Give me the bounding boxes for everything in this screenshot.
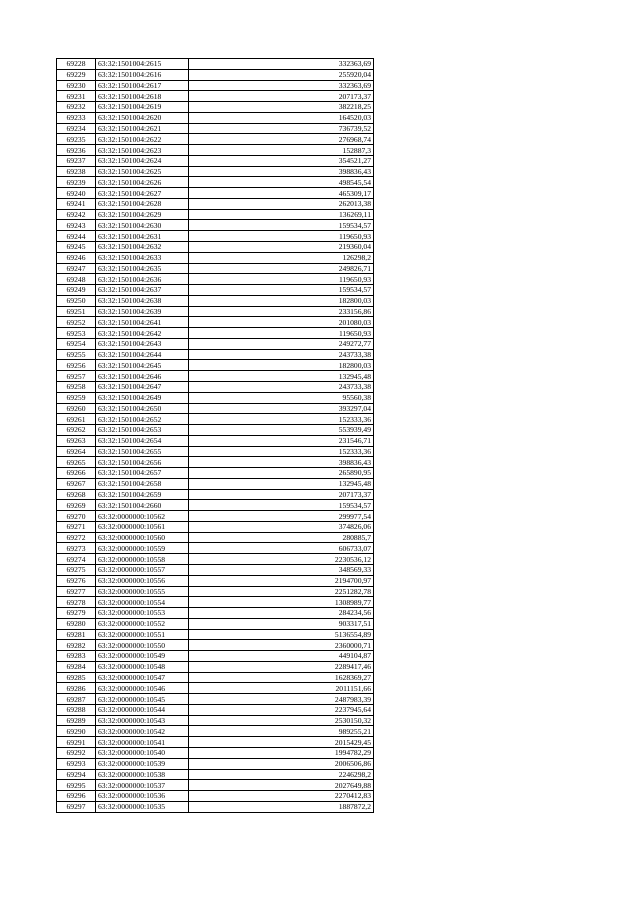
value-cell: 398836,43 [189, 457, 374, 468]
value-cell: 398836,43 [189, 166, 374, 177]
cadastral-number-cell: 63:32:1501004:2650 [96, 403, 189, 414]
value-cell: 553939,49 [189, 425, 374, 436]
row-number-cell: 69250 [57, 295, 96, 306]
value-cell: 243733,38 [189, 349, 374, 360]
value-cell: 276968,74 [189, 134, 374, 145]
table-row [57, 748, 374, 759]
row-number-cell: 69292 [57, 748, 96, 759]
row-number-cell: 69293 [57, 758, 96, 769]
row-number-cell: 69260 [57, 403, 96, 414]
cadastral-number-cell: 63:32:1501004:2635 [96, 263, 189, 274]
table-row [57, 177, 374, 188]
value-cell: 2251282,78 [189, 586, 374, 597]
value-cell: 201080,03 [189, 317, 374, 328]
value-cell: 119650,93 [189, 231, 374, 242]
table-row [57, 328, 374, 339]
value-cell: 2530150,32 [189, 715, 374, 726]
cadastral-number-cell: 63:32:0000000:10560 [96, 532, 189, 543]
row-number-cell: 69228 [57, 59, 96, 70]
row-number-cell: 69290 [57, 726, 96, 737]
cadastral-number-cell: 63:32:1501004:2645 [96, 360, 189, 371]
table-row [57, 629, 374, 640]
table-row [57, 726, 374, 737]
value-cell: 332363,69 [189, 80, 374, 91]
value-cell: 2006506,86 [189, 758, 374, 769]
cadastral-number-cell: 63:32:1501004:2630 [96, 220, 189, 231]
row-number-cell: 69286 [57, 683, 96, 694]
table-row [57, 102, 374, 113]
value-cell: 736739,52 [189, 123, 374, 134]
row-number-cell: 69275 [57, 564, 96, 575]
row-number-cell: 69247 [57, 263, 96, 274]
row-number-cell: 69257 [57, 371, 96, 382]
value-cell: 284234,56 [189, 608, 374, 619]
cadastral-number-cell: 63:32:1501004:2616 [96, 69, 189, 80]
value-cell: 249826,71 [189, 263, 374, 274]
cadastral-number-cell: 63:32:1501004:2620 [96, 112, 189, 123]
row-number-cell: 69288 [57, 704, 96, 715]
cadastral-number-cell: 63:32:0000000:10554 [96, 597, 189, 608]
value-cell: 182800,03 [189, 360, 374, 371]
cadastral-number-cell: 63:32:1501004:2619 [96, 102, 189, 113]
row-number-cell: 69248 [57, 274, 96, 285]
row-number-cell: 69233 [57, 112, 96, 123]
value-cell: 249272,77 [189, 338, 374, 349]
table-row [57, 166, 374, 177]
table-row [57, 231, 374, 242]
table-row [57, 791, 374, 802]
row-number-cell: 69284 [57, 661, 96, 672]
table-body [57, 59, 374, 813]
table-row [57, 661, 374, 672]
row-number-cell: 69291 [57, 737, 96, 748]
table-row [57, 801, 374, 812]
table-row [57, 683, 374, 694]
table-row [57, 295, 374, 306]
row-number-cell: 69278 [57, 597, 96, 608]
cadastral-number-cell: 63:32:1501004:2639 [96, 306, 189, 317]
cadastral-number-cell: 63:32:1501004:2657 [96, 468, 189, 479]
value-cell: 152333,36 [189, 414, 374, 425]
cadastral-number-cell: 63:32:0000000:10543 [96, 715, 189, 726]
table-row [57, 468, 374, 479]
table-row [57, 414, 374, 425]
cadastral-number-cell: 63:32:1501004:2644 [96, 349, 189, 360]
value-cell: 465309,17 [189, 188, 374, 199]
value-cell: 2011151,66 [189, 683, 374, 694]
table-row [57, 435, 374, 446]
table-row [57, 769, 374, 780]
row-number-cell: 69251 [57, 306, 96, 317]
cadastral-number-cell: 63:32:0000000:10535 [96, 801, 189, 812]
table-row [57, 704, 374, 715]
cadastral-number-cell: 63:32:1501004:2660 [96, 500, 189, 511]
table-row [57, 338, 374, 349]
row-number-cell: 69254 [57, 338, 96, 349]
cadastral-number-cell: 63:32:0000000:10547 [96, 672, 189, 683]
row-number-cell: 69230 [57, 80, 96, 91]
table-row [57, 134, 374, 145]
cadastral-number-cell: 63:32:0000000:10551 [96, 629, 189, 640]
table-row [57, 209, 374, 220]
cadastral-value-table [56, 58, 374, 813]
row-number-cell: 69287 [57, 694, 96, 705]
row-number-cell: 69262 [57, 425, 96, 436]
cadastral-number-cell: 63:32:1501004:2652 [96, 414, 189, 425]
value-cell: 2015429,45 [189, 737, 374, 748]
cadastral-number-cell: 63:32:1501004:2627 [96, 188, 189, 199]
row-number-cell: 69279 [57, 608, 96, 619]
cadastral-number-cell: 63:32:0000000:10562 [96, 511, 189, 522]
value-cell: 159534,57 [189, 220, 374, 231]
row-number-cell: 69273 [57, 543, 96, 554]
value-cell: 255920,04 [189, 69, 374, 80]
cadastral-number-cell: 63:32:1501004:2638 [96, 295, 189, 306]
value-cell: 164520,03 [189, 112, 374, 123]
row-number-cell: 69237 [57, 155, 96, 166]
row-number-cell: 69277 [57, 586, 96, 597]
value-cell: 606733,07 [189, 543, 374, 554]
value-cell: 2289417,46 [189, 661, 374, 672]
table-row [57, 586, 374, 597]
value-cell: 2270412,83 [189, 791, 374, 802]
table-row [57, 371, 374, 382]
value-cell: 95560,38 [189, 392, 374, 403]
table-row [57, 425, 374, 436]
row-number-cell: 69289 [57, 715, 96, 726]
row-number-cell: 69272 [57, 532, 96, 543]
row-number-cell: 69259 [57, 392, 96, 403]
row-number-cell: 69242 [57, 209, 96, 220]
value-cell: 332363,69 [189, 59, 374, 70]
table-row [57, 478, 374, 489]
value-cell: 136269,11 [189, 209, 374, 220]
row-number-cell: 69276 [57, 575, 96, 586]
value-cell: 2237945,64 [189, 704, 374, 715]
row-number-cell: 69265 [57, 457, 96, 468]
cadastral-number-cell: 63:32:1501004:2618 [96, 91, 189, 102]
cadastral-number-cell: 63:32:1501004:2633 [96, 252, 189, 263]
cadastral-number-cell: 63:32:0000000:10542 [96, 726, 189, 737]
cadastral-number-cell: 63:32:1501004:2623 [96, 145, 189, 156]
row-number-cell: 69239 [57, 177, 96, 188]
row-number-cell: 69282 [57, 640, 96, 651]
row-number-cell: 69296 [57, 791, 96, 802]
value-cell: 498545,54 [189, 177, 374, 188]
value-cell: 1887872,2 [189, 801, 374, 812]
value-cell: 903317,51 [189, 618, 374, 629]
table-row [57, 220, 374, 231]
value-cell: 262013,38 [189, 198, 374, 209]
cadastral-number-cell: 63:32:0000000:10559 [96, 543, 189, 554]
cadastral-number-cell: 63:32:1501004:2625 [96, 166, 189, 177]
row-number-cell: 69252 [57, 317, 96, 328]
row-number-cell: 69263 [57, 435, 96, 446]
value-cell: 348569,33 [189, 564, 374, 575]
cadastral-number-cell: 63:32:1501004:2624 [96, 155, 189, 166]
row-number-cell: 69294 [57, 769, 96, 780]
value-cell: 382218,25 [189, 102, 374, 113]
cadastral-number-cell: 63:32:0000000:10557 [96, 564, 189, 575]
table-row [57, 446, 374, 457]
table-row [57, 263, 374, 274]
value-cell: 207173,37 [189, 91, 374, 102]
cadastral-number-cell: 63:32:1501004:2626 [96, 177, 189, 188]
value-cell: 243733,38 [189, 381, 374, 392]
row-number-cell: 69232 [57, 102, 96, 113]
table-row [57, 457, 374, 468]
value-cell: 159534,57 [189, 500, 374, 511]
value-cell: 132945,48 [189, 371, 374, 382]
cadastral-number-cell: 63:32:0000000:10544 [96, 704, 189, 715]
cadastral-number-cell: 63:32:1501004:2646 [96, 371, 189, 382]
table-row [57, 69, 374, 80]
cadastral-number-cell: 63:32:1501004:2622 [96, 134, 189, 145]
value-cell: 265890,95 [189, 468, 374, 479]
value-cell: 2194700,97 [189, 575, 374, 586]
cadastral-number-cell: 63:32:0000000:10545 [96, 694, 189, 705]
cadastral-number-cell: 63:32:0000000:10550 [96, 640, 189, 651]
value-cell: 182800,03 [189, 295, 374, 306]
table-row [57, 758, 374, 769]
value-cell: 374826,06 [189, 521, 374, 532]
table-row [57, 500, 374, 511]
cadastral-number-cell: 63:32:1501004:2659 [96, 489, 189, 500]
value-cell: 119650,93 [189, 328, 374, 339]
cadastral-number-cell: 63:32:0000000:10537 [96, 780, 189, 791]
value-cell: 354521,27 [189, 155, 374, 166]
row-number-cell: 69246 [57, 252, 96, 263]
cadastral-number-cell: 63:32:0000000:10541 [96, 737, 189, 748]
row-number-cell: 69253 [57, 328, 96, 339]
table-row [57, 392, 374, 403]
value-cell: 449104,87 [189, 651, 374, 662]
table-row [57, 597, 374, 608]
value-cell: 152887,3 [189, 145, 374, 156]
table-row [57, 489, 374, 500]
cadastral-number-cell: 63:32:1501004:2653 [96, 425, 189, 436]
row-number-cell: 69264 [57, 446, 96, 457]
table-row [57, 381, 374, 392]
table-row [57, 554, 374, 565]
value-cell: 280885,7 [189, 532, 374, 543]
row-number-cell: 69295 [57, 780, 96, 791]
row-number-cell: 69268 [57, 489, 96, 500]
cadastral-number-cell: 63:32:1501004:2647 [96, 381, 189, 392]
row-number-cell: 69236 [57, 145, 96, 156]
cadastral-number-cell: 63:32:1501004:2654 [96, 435, 189, 446]
cadastral-number-cell: 63:32:0000000:10546 [96, 683, 189, 694]
row-number-cell: 69241 [57, 198, 96, 209]
cadastral-number-cell: 63:32:1501004:2636 [96, 274, 189, 285]
cadastral-number-cell: 63:32:1501004:2655 [96, 446, 189, 457]
cadastral-number-cell: 63:32:1501004:2629 [96, 209, 189, 220]
cadastral-number-cell: 63:32:0000000:10548 [96, 661, 189, 672]
cadastral-number-cell: 63:32:1501004:2615 [96, 59, 189, 70]
table-row [57, 145, 374, 156]
value-cell: 1628369,27 [189, 672, 374, 683]
table-row [57, 91, 374, 102]
row-number-cell: 69269 [57, 500, 96, 511]
table-row [57, 651, 374, 662]
value-cell: 1994782,29 [189, 748, 374, 759]
table-row [57, 403, 374, 414]
table-row [57, 608, 374, 619]
table-row [57, 317, 374, 328]
value-cell: 5136554,89 [189, 629, 374, 640]
cadastral-number-cell: 63:32:0000000:10553 [96, 608, 189, 619]
table-row [57, 575, 374, 586]
table-row [57, 188, 374, 199]
value-cell: 2246298,2 [189, 769, 374, 780]
value-cell: 219360,04 [189, 242, 374, 253]
cadastral-number-cell: 63:32:0000000:10558 [96, 554, 189, 565]
cadastral-number-cell: 63:32:1501004:2621 [96, 123, 189, 134]
row-number-cell: 69261 [57, 414, 96, 425]
cadastral-number-cell: 63:32:0000000:10561 [96, 521, 189, 532]
table-row [57, 59, 374, 70]
table-row [57, 285, 374, 296]
cadastral-number-cell: 63:32:1501004:2628 [96, 198, 189, 209]
cadastral-number-cell: 63:32:0000000:10555 [96, 586, 189, 597]
table-row [57, 618, 374, 629]
row-number-cell: 69258 [57, 381, 96, 392]
cadastral-number-cell: 63:32:0000000:10538 [96, 769, 189, 780]
cadastral-number-cell: 63:32:0000000:10536 [96, 791, 189, 802]
table-row [57, 564, 374, 575]
row-number-cell: 69266 [57, 468, 96, 479]
row-number-cell: 69297 [57, 801, 96, 812]
cadastral-number-cell: 63:32:0000000:10540 [96, 748, 189, 759]
cadastral-number-cell: 63:32:1501004:2658 [96, 478, 189, 489]
cadastral-number-cell: 63:32:1501004:2641 [96, 317, 189, 328]
table-row [57, 80, 374, 91]
cadastral-number-cell: 63:32:0000000:10556 [96, 575, 189, 586]
table-row [57, 242, 374, 253]
row-number-cell: 69243 [57, 220, 96, 231]
table-row [57, 198, 374, 209]
table-row [57, 112, 374, 123]
value-cell: 2360000,71 [189, 640, 374, 651]
row-number-cell: 69267 [57, 478, 96, 489]
table-row [57, 252, 374, 263]
value-cell: 231546,71 [189, 435, 374, 446]
value-cell: 233156,86 [189, 306, 374, 317]
row-number-cell: 69229 [57, 69, 96, 80]
row-number-cell: 69238 [57, 166, 96, 177]
row-number-cell: 69234 [57, 123, 96, 134]
row-number-cell: 69249 [57, 285, 96, 296]
table-row [57, 694, 374, 705]
cadastral-number-cell: 63:32:1501004:2632 [96, 242, 189, 253]
cadastral-number-cell: 63:32:1501004:2617 [96, 80, 189, 91]
table-row [57, 640, 374, 651]
row-number-cell: 69280 [57, 618, 96, 629]
row-number-cell: 69245 [57, 242, 96, 253]
row-number-cell: 69270 [57, 511, 96, 522]
row-number-cell: 69244 [57, 231, 96, 242]
row-number-cell: 69271 [57, 521, 96, 532]
table-row [57, 543, 374, 554]
row-number-cell: 69231 [57, 91, 96, 102]
value-cell: 2230536,12 [189, 554, 374, 565]
value-cell: 989255,21 [189, 726, 374, 737]
row-number-cell: 69283 [57, 651, 96, 662]
table-row [57, 532, 374, 543]
cadastral-number-cell: 63:32:1501004:2656 [96, 457, 189, 468]
table-row [57, 715, 374, 726]
value-cell: 159534,57 [189, 285, 374, 296]
row-number-cell: 69256 [57, 360, 96, 371]
cadastral-number-cell: 63:32:0000000:10552 [96, 618, 189, 629]
cadastral-number-cell: 63:32:1501004:2643 [96, 338, 189, 349]
table-row [57, 274, 374, 285]
table-row [57, 737, 374, 748]
cadastral-number-cell: 63:32:1501004:2637 [96, 285, 189, 296]
cadastral-number-cell: 63:32:0000000:10549 [96, 651, 189, 662]
cadastral-number-cell: 63:32:1501004:2649 [96, 392, 189, 403]
value-cell: 119650,93 [189, 274, 374, 285]
table-row [57, 349, 374, 360]
value-cell: 393297,04 [189, 403, 374, 414]
row-number-cell: 69240 [57, 188, 96, 199]
cadastral-number-cell: 63:32:1501004:2631 [96, 231, 189, 242]
value-cell: 126298,2 [189, 252, 374, 263]
value-cell: 1308989,77 [189, 597, 374, 608]
value-cell: 2027649,88 [189, 780, 374, 791]
row-number-cell: 69235 [57, 134, 96, 145]
table-row [57, 306, 374, 317]
cadastral-number-cell: 63:32:0000000:10539 [96, 758, 189, 769]
value-cell: 152333,36 [189, 446, 374, 457]
cadastral-number-cell: 63:32:1501004:2642 [96, 328, 189, 339]
table-row [57, 155, 374, 166]
table-row [57, 521, 374, 532]
value-cell: 2487983,39 [189, 694, 374, 705]
value-cell: 299977,54 [189, 511, 374, 522]
table-row [57, 123, 374, 134]
table-row [57, 780, 374, 791]
row-number-cell: 69274 [57, 554, 96, 565]
table-row [57, 360, 374, 371]
value-cell: 132945,48 [189, 478, 374, 489]
table-row [57, 672, 374, 683]
row-number-cell: 69281 [57, 629, 96, 640]
table-row [57, 511, 374, 522]
value-cell: 207173,37 [189, 489, 374, 500]
row-number-cell: 69255 [57, 349, 96, 360]
row-number-cell: 69285 [57, 672, 96, 683]
